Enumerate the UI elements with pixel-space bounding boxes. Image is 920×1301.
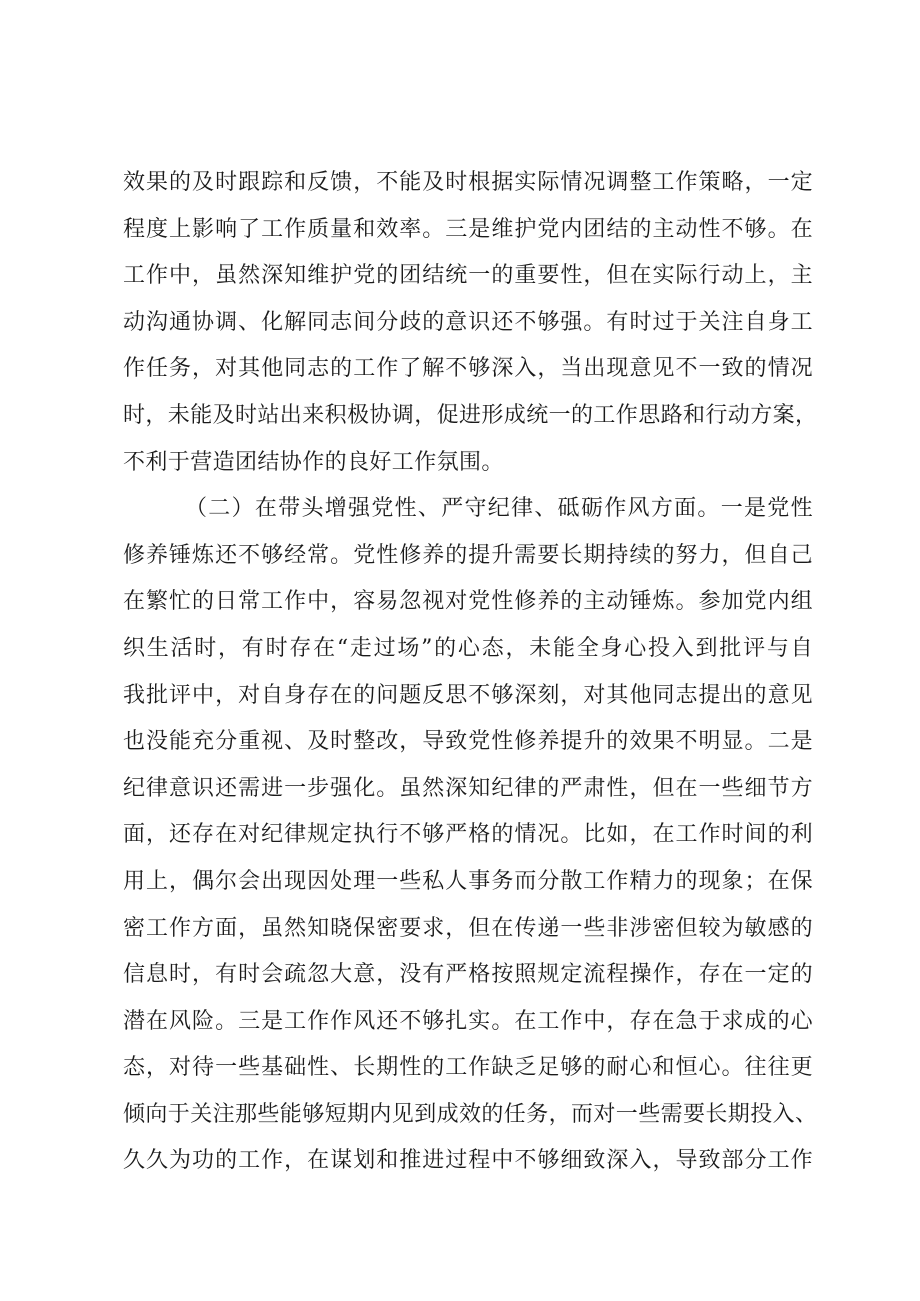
text-line: 潜在风险。三是工作作风还不够扎实。在工作中，存在急于求成的心 <box>123 1008 813 1034</box>
text-line: 工作中，虽然深知维护党的团结统一的重要性，但在实际行动上，主 <box>123 263 813 289</box>
section-heading-line: （二）在带头增强党性、严守纪律、砥砺作风方面。一是党性 <box>185 496 813 522</box>
text-line: 信息时，有时会疏忽大意，没有严格按照规定流程操作，存在一定的 <box>123 962 813 988</box>
text-line: 态，对待一些基础性、长期性的工作缺乏足够的耐心和恒心。往往更 <box>123 1055 813 1081</box>
paragraph-1 <box>123 160 818 486</box>
text-line: 效果的及时跟踪和反馈，不能及时根据实际情况调整工作策略，一定 <box>123 170 813 195</box>
text-line: 久久为功的工作，在谋划和推进过程中不够细致深入，导致部分工作 <box>123 1148 813 1174</box>
text-line: 时，未能及时站出来积极协调，促进形成统一的工作思路和行动方案， <box>123 402 818 428</box>
text-line: 面，还存在对纪律规定执行不够严格的情况。比如，在工作时间的利 <box>123 822 813 848</box>
text-line: 我批评中，对自身存在的问题反思不够深刻，对其他同志提出的意见 <box>123 682 813 708</box>
text-line: 动沟通协调、化解同志间分歧的意识还不够强。有时过于关注自身工 <box>123 309 813 335</box>
text-line: 纪律意识还需进一步强化。虽然深知纪律的严肃性，但在一些细节方 <box>123 775 813 801</box>
text-line: 用上，偶尔会出现因处理一些私人事务而分散工作精力的现象；在保 <box>123 868 813 894</box>
paragraph-2 <box>123 486 818 1185</box>
text-line: 织生活时，有时存在“走过场”的心态，未能全身心投入到批评与自 <box>123 635 813 661</box>
text-line: 也没能充分重视、及时整改，导致党性修养提升的效果不明显。二是 <box>123 729 813 755</box>
text-line: 不利于营造团结协作的良好工作氛围。 <box>123 449 504 475</box>
document-body <box>123 160 818 1185</box>
text-line: 在繁忙的日常工作中，容易忽视对党性修养的主动锤炼。参加党内组 <box>123 589 813 615</box>
text-line: 密工作方面，虽然知晓保密要求，但在传递一些非涉密但较为敏感的 <box>123 915 813 941</box>
text-line: 修养锤炼还不够经常。党性修养的提升需要长期持续的努力，但自己 <box>123 542 813 568</box>
text-line: 作任务，对其他同志的工作了解不够深入，当出现意见不一致的情况 <box>123 356 813 382</box>
text-line: 程度上影响了工作质量和效率。三是维护党内团结的主动性不够。在 <box>123 216 813 242</box>
text-line: 倾向于关注那些能够短期内见到成效的任务，而对一些需要长期投入、 <box>123 1101 818 1127</box>
